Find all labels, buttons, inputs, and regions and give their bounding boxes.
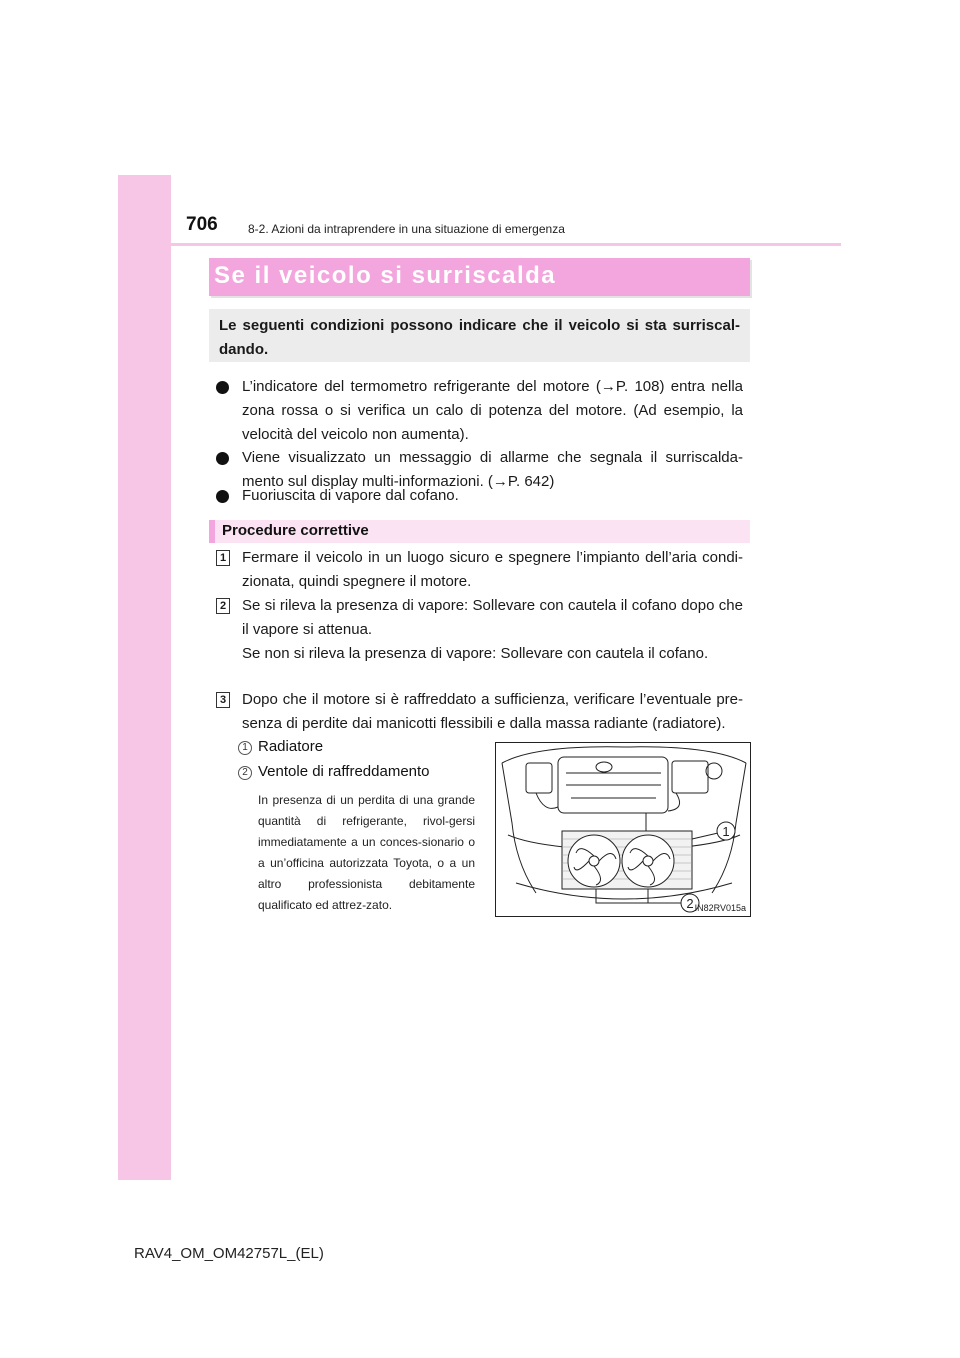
step-number: 1: [216, 550, 230, 566]
step-text: Dopo che il motore si è raffreddato a sufficienza, verificare l’eventuale pre-senza di perdite dai manicotti flessibili e dalla massa radiante (radiatore).: [242, 691, 743, 732]
chapter-side-band: [118, 175, 171, 1180]
step-text-secondary: Se non si rileva la presenza di vapore: Sollevare con cautela il cofano.: [242, 645, 709, 662]
intro-box: [209, 309, 750, 362]
warning-note: In presenza di un perdita di una grande quantità di refrigerante, rivol-gersi immediatamente a un conces-sionario o a un’officina autorizzata Toyota, o a un altro professionista debitamente qualificato ed attrez-zato.: [258, 793, 475, 912]
legend-number: 1: [238, 741, 252, 755]
callout-2-label: 2: [686, 896, 694, 911]
bullet-item: [216, 484, 743, 508]
callout-1: [717, 822, 735, 840]
bullet-dot-icon: [216, 452, 229, 465]
procedures-heading: Procedure correttive: [222, 522, 369, 539]
bullet-text: L’indicatore del termometro refrigerante del motore (→P. 108) entra nella zona rossa o si verifica un calo di potenza del motore. (Ad esempio, la velocità del veicolo non aumenta).: [242, 378, 743, 443]
header-divider: [171, 243, 841, 246]
legend-label: Ventole di raffreddamento: [258, 763, 430, 780]
intro-text: Le seguenti condizioni possono indicare che il veicolo si sta surriscal-dando.: [219, 317, 740, 358]
bullet-dot-icon: [216, 381, 229, 394]
step-text: Se si rileva la presenza di vapore: Sollevare con cautela il cofano dopo che il vapore si attenua.: [242, 597, 743, 638]
page-number: 706: [186, 214, 218, 235]
page-title-bar: [209, 258, 750, 296]
step-number: 2: [216, 598, 230, 614]
step-text: Fermare il veicolo in un luogo sicuro e spegnere l’impianto dell’aria condi-zionata, quindi spegnere il motore.: [242, 549, 743, 590]
page-title: Se il veicolo si surriscalda: [214, 262, 557, 289]
bullet-item: [216, 375, 743, 447]
procedures-heading-bar: [209, 520, 750, 543]
callout-1-label: 1: [722, 824, 730, 839]
bullet-text: Viene visualizzato un messaggio di allarme che segnala il surriscalda-mento sul display multi-informazioni. (→P. 642): [242, 449, 743, 490]
engine-radiator-illustration: [495, 742, 751, 917]
legend-number: 2: [238, 766, 252, 780]
bullet-text: Fuoriuscita di vapore dal cofano.: [242, 487, 459, 504]
bullet-dot-icon: [216, 490, 229, 503]
step-number: 3: [216, 692, 230, 708]
section-breadcrumb: 8-2. Azioni da intraprendere in una situazione di emergenza: [248, 222, 565, 236]
figure-code: IN82RV015a: [694, 903, 746, 913]
legend-label: Radiatore: [258, 738, 324, 755]
document-code: RAV4_OM_OM42757L_(EL): [134, 1245, 324, 1262]
engine-bay-drawing: [496, 743, 751, 917]
